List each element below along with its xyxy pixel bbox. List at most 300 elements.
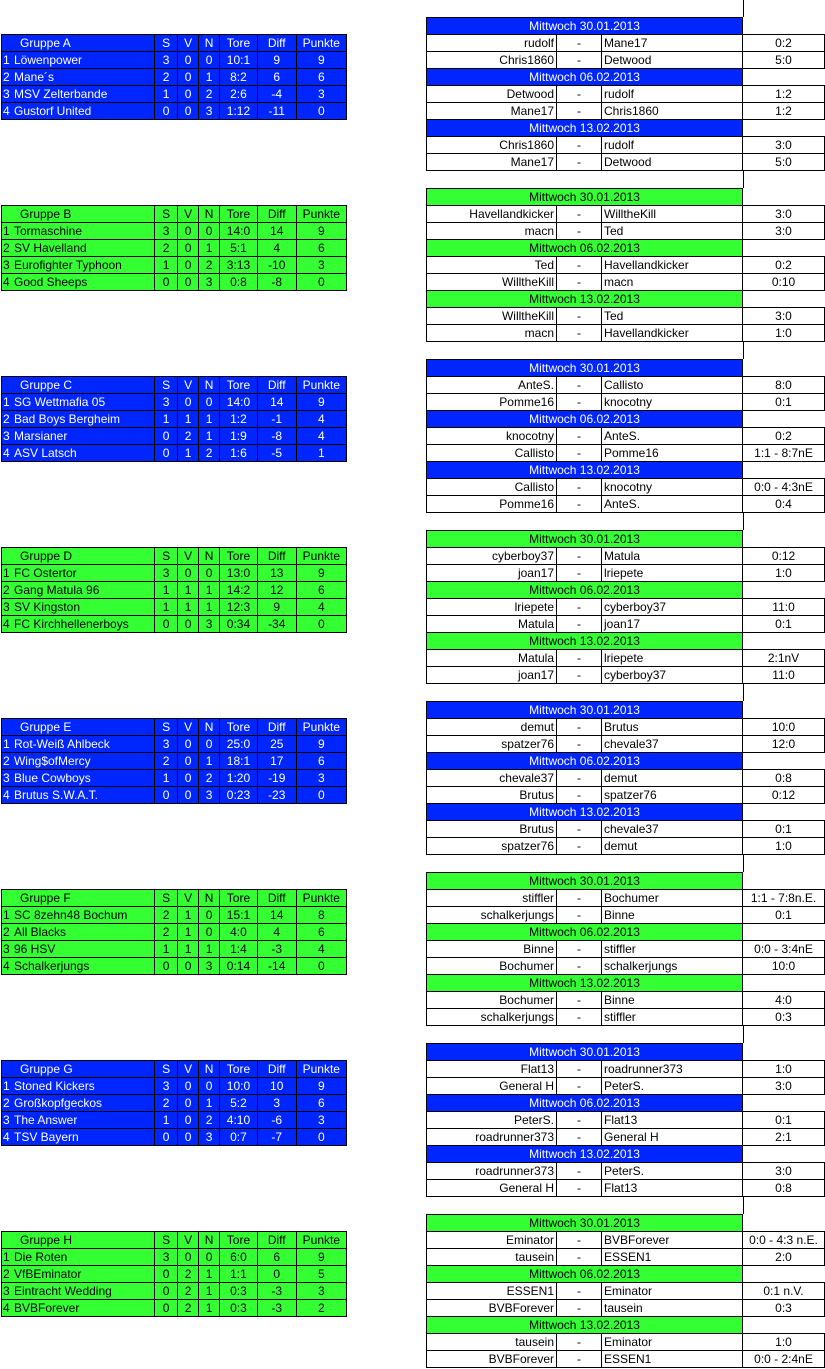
match-row — [427, 565, 825, 582]
stat-v: 1 — [178, 599, 199, 616]
matchday-row — [427, 120, 825, 137]
stat-v: 1 — [178, 445, 199, 462]
team-name: Brutus S.W.A.T. — [12, 787, 155, 804]
away-player: ESSEN1 — [602, 1351, 743, 1368]
column-header-v: V — [178, 719, 199, 736]
stat-s: 0 — [155, 1283, 178, 1300]
stat-diff: -1 — [257, 411, 296, 428]
group-name: Gruppe B — [2, 206, 155, 223]
standings-table — [1, 889, 347, 975]
stat-s: 0 — [155, 1300, 178, 1317]
match-result: 3:0 — [743, 137, 825, 154]
separator: - — [557, 496, 602, 513]
stat-punkte: 3 — [296, 1112, 346, 1129]
fixtures-table — [426, 872, 825, 1026]
stat-v: 1 — [178, 411, 199, 428]
away-player: WilltheKill — [602, 206, 743, 223]
group-name: Gruppe C — [2, 377, 155, 394]
match-result: 3:0 — [743, 206, 825, 223]
match-row — [427, 1180, 825, 1197]
home-player: Callisto — [427, 479, 557, 496]
stat-tore: 14:0 — [220, 223, 258, 240]
stat-diff: 10 — [257, 1078, 296, 1095]
match-row — [427, 736, 825, 753]
separator: - — [557, 35, 602, 52]
matchday-date: Mittwoch 13.02.2013 — [427, 462, 743, 479]
matchday-date: Mittwoch 06.02.2013 — [427, 1266, 743, 1283]
column-header-punkte: Punkte — [296, 719, 346, 736]
home-player: joan17 — [427, 565, 557, 582]
table-row — [2, 257, 347, 274]
table-row — [2, 428, 347, 445]
stat-punkte: 9 — [296, 736, 346, 753]
column-header-n: N — [199, 377, 220, 394]
fixtures-table — [426, 188, 825, 342]
away-player: Flat13 — [602, 1180, 743, 1197]
column-header-v: V — [178, 890, 199, 907]
match-result: 1:1 - 7:8n.E. — [743, 890, 825, 907]
table-row — [2, 770, 347, 787]
table-row — [2, 274, 347, 291]
stat-v: 0 — [178, 86, 199, 103]
team-name: SV Havelland — [12, 240, 155, 257]
stat-diff: 6 — [257, 69, 296, 86]
table-row — [2, 394, 347, 411]
team-name: Stoned Kickers — [12, 1078, 155, 1095]
stat-diff: 4 — [257, 924, 296, 941]
matchday-date: Mittwoch 30.01.2013 — [427, 1215, 743, 1232]
column-header-v: V — [178, 1232, 199, 1249]
away-player: rudolf — [602, 86, 743, 103]
matchday-date: Mittwoch 06.02.2013 — [427, 411, 743, 428]
match-result: 0:3 — [743, 1300, 825, 1317]
away-player: demut — [602, 838, 743, 855]
home-player: tausein — [427, 1334, 557, 1351]
separator: - — [557, 274, 602, 291]
match-row — [427, 377, 825, 394]
match-row — [427, 496, 825, 513]
column-header-punkte: Punkte — [296, 1232, 346, 1249]
connector-line — [743, 0, 744, 17]
separator: - — [557, 257, 602, 274]
stat-s: 0 — [155, 445, 178, 462]
match-result: 1:2 — [743, 86, 825, 103]
match-result: 11:0 — [743, 667, 825, 684]
match-row — [427, 257, 825, 274]
match-row — [427, 890, 825, 907]
separator: - — [557, 86, 602, 103]
home-player: BVBForever — [427, 1300, 557, 1317]
match-result: 1:0 — [743, 1061, 825, 1078]
away-player: spatzer76 — [602, 787, 743, 804]
blank-cell — [743, 1215, 825, 1232]
column-header-s: S — [155, 890, 178, 907]
stat-s: 3 — [155, 736, 178, 753]
matchday-date: Mittwoch 06.02.2013 — [427, 240, 743, 257]
home-player: Matula — [427, 650, 557, 667]
match-row — [427, 1351, 825, 1368]
home-player: Chris1860 — [427, 137, 557, 154]
stat-tore: 3:13 — [220, 257, 258, 274]
stat-tore: 2:6 — [220, 86, 258, 103]
separator: - — [557, 890, 602, 907]
separator: - — [557, 377, 602, 394]
stat-s: 2 — [155, 69, 178, 86]
team-name: Tormaschine — [12, 223, 155, 240]
matchday-row — [427, 753, 825, 770]
separator: - — [557, 599, 602, 616]
away-player: PeterS. — [602, 1078, 743, 1095]
home-player: cyberboy37 — [427, 548, 557, 565]
table-row — [2, 753, 347, 770]
matchday-date: Mittwoch 06.02.2013 — [427, 753, 743, 770]
column-header-diff: Diff — [257, 1232, 296, 1249]
away-player: lriepete — [602, 565, 743, 582]
separator: - — [557, 736, 602, 753]
separator: - — [557, 616, 602, 633]
matchday-row — [427, 924, 825, 941]
away-player: PeterS. — [602, 1163, 743, 1180]
stat-tore: 1:4 — [220, 941, 258, 958]
stat-n: 0 — [199, 907, 220, 924]
team-name: The Answer — [12, 1112, 155, 1129]
away-player: General H — [602, 1129, 743, 1146]
match-row — [427, 667, 825, 684]
away-player: AnteS. — [602, 496, 743, 513]
stat-punkte: 6 — [296, 924, 346, 941]
matchday-row — [427, 975, 825, 992]
column-header-n: N — [199, 890, 220, 907]
stat-tore: 14:2 — [220, 582, 258, 599]
home-player: Brutus — [427, 821, 557, 838]
matchday-row — [427, 411, 825, 428]
table-row — [2, 616, 347, 633]
stat-punkte: 8 — [296, 907, 346, 924]
stat-tore: 10:1 — [220, 52, 258, 69]
column-header-v: V — [178, 548, 199, 565]
match-result: 0:8 — [743, 1180, 825, 1197]
blank-cell — [743, 1095, 825, 1112]
table-row — [2, 1129, 347, 1146]
match-result: 1:0 — [743, 565, 825, 582]
away-player: ESSEN1 — [602, 1249, 743, 1266]
away-player: Havellandkicker — [602, 257, 743, 274]
stat-punkte: 9 — [296, 565, 346, 582]
team-name: Gustorf United — [12, 103, 155, 120]
home-player: Chris1860 — [427, 52, 557, 69]
matchday-date: Mittwoch 06.02.2013 — [427, 1095, 743, 1112]
column-header-s: S — [155, 719, 178, 736]
column-header-punkte: Punkte — [296, 890, 346, 907]
match-row — [427, 1334, 825, 1351]
home-player: Ted — [427, 257, 557, 274]
match-result: 0:10 — [743, 274, 825, 291]
away-player: Ted — [602, 308, 743, 325]
match-result: 0:1 — [743, 394, 825, 411]
match-result: 0:8 — [743, 770, 825, 787]
column-header-punkte: Punkte — [296, 35, 346, 52]
table-row — [2, 1300, 347, 1317]
home-player: tausein — [427, 1249, 557, 1266]
column-header-v: V — [178, 1061, 199, 1078]
separator: - — [557, 1334, 602, 1351]
connector-line — [743, 684, 744, 701]
away-player: macn — [602, 274, 743, 291]
column-header-n: N — [199, 719, 220, 736]
match-result: 1:0 — [743, 838, 825, 855]
column-header-v: V — [178, 206, 199, 223]
match-result: 10:0 — [743, 958, 825, 975]
matchday-date: Mittwoch 30.01.2013 — [427, 873, 743, 890]
stat-punkte: 5 — [296, 1266, 346, 1283]
separator: - — [557, 719, 602, 736]
away-player: Ted — [602, 223, 743, 240]
table-row — [2, 599, 347, 616]
separator: - — [557, 1078, 602, 1095]
separator: - — [557, 1129, 602, 1146]
match-row — [427, 1129, 825, 1146]
match-result: 3:0 — [743, 308, 825, 325]
stat-n: 0 — [199, 565, 220, 582]
stat-punkte: 6 — [296, 240, 346, 257]
stat-tore: 0:8 — [220, 274, 258, 291]
stat-punkte: 4 — [296, 428, 346, 445]
stat-v: 0 — [178, 616, 199, 633]
away-player: Matula — [602, 548, 743, 565]
matchday-row — [427, 189, 825, 206]
stat-punkte: 3 — [296, 257, 346, 274]
home-player: Detwood — [427, 86, 557, 103]
match-row — [427, 428, 825, 445]
match-result: 11:0 — [743, 599, 825, 616]
stat-v: 0 — [178, 565, 199, 582]
rank: 4 — [2, 616, 12, 633]
home-player: AnteS. — [427, 377, 557, 394]
matchday-date: Mittwoch 06.02.2013 — [427, 924, 743, 941]
home-player: roadrunner373 — [427, 1163, 557, 1180]
rank: 2 — [2, 924, 12, 941]
stat-v: 0 — [178, 103, 199, 120]
stat-tore: 0:23 — [220, 787, 258, 804]
rank: 4 — [2, 445, 12, 462]
match-result: 1:0 — [743, 325, 825, 342]
away-player: demut — [602, 770, 743, 787]
stat-s: 0 — [155, 787, 178, 804]
stat-tore: 1:1 — [220, 1266, 258, 1283]
column-header-diff: Diff — [257, 377, 296, 394]
away-player: lriepete — [602, 650, 743, 667]
stat-n: 2 — [199, 1112, 220, 1129]
matchday-date: Mittwoch 13.02.2013 — [427, 291, 743, 308]
stat-v: 0 — [178, 1249, 199, 1266]
match-row — [427, 394, 825, 411]
separator: - — [557, 445, 602, 462]
blank-cell — [743, 69, 825, 86]
away-player: rudolf — [602, 137, 743, 154]
rank: 1 — [2, 394, 12, 411]
home-player: Callisto — [427, 445, 557, 462]
separator: - — [557, 206, 602, 223]
match-row — [427, 274, 825, 291]
stat-punkte: 0 — [296, 103, 346, 120]
rank: 3 — [2, 599, 12, 616]
away-player: Havellandkicker — [602, 325, 743, 342]
match-row — [427, 206, 825, 223]
separator: - — [557, 565, 602, 582]
team-name: Die Roten — [12, 1249, 155, 1266]
away-player: Binne — [602, 907, 743, 924]
stat-diff: 9 — [257, 52, 296, 69]
column-header-n: N — [199, 35, 220, 52]
stat-n: 3 — [199, 958, 220, 975]
stat-punkte: 6 — [296, 69, 346, 86]
stat-punkte: 3 — [296, 86, 346, 103]
team-name: Rot-Weiß Ahlbeck — [12, 736, 155, 753]
stat-punkte: 1 — [296, 445, 346, 462]
stat-v: 0 — [178, 257, 199, 274]
home-player: macn — [427, 223, 557, 240]
home-player: chevale37 — [427, 770, 557, 787]
stat-s: 0 — [155, 616, 178, 633]
stat-s: 0 — [155, 274, 178, 291]
table-row — [2, 736, 347, 753]
separator: - — [557, 1061, 602, 1078]
table-row — [2, 1112, 347, 1129]
matchday-row — [427, 1215, 825, 1232]
stat-diff: -4 — [257, 86, 296, 103]
separator: - — [557, 154, 602, 171]
stat-tore: 4:0 — [220, 924, 258, 941]
stat-punkte: 0 — [296, 616, 346, 633]
separator: - — [557, 1351, 602, 1368]
stat-tore: 1:9 — [220, 428, 258, 445]
matchday-row — [427, 1146, 825, 1163]
table-row — [2, 1266, 347, 1283]
match-row — [427, 154, 825, 171]
away-player: Chris1860 — [602, 103, 743, 120]
match-result: 12:0 — [743, 736, 825, 753]
stat-s: 3 — [155, 565, 178, 582]
stat-v: 2 — [178, 428, 199, 445]
column-header-v: V — [178, 377, 199, 394]
column-header-diff: Diff — [257, 206, 296, 223]
team-name: SV Kingston — [12, 599, 155, 616]
away-player: Detwood — [602, 154, 743, 171]
home-player: PeterS. — [427, 1112, 557, 1129]
connector-line — [743, 1026, 744, 1043]
matchday-row — [427, 462, 825, 479]
stat-s: 2 — [155, 907, 178, 924]
match-result: 0:2 — [743, 428, 825, 445]
home-player: spatzer76 — [427, 736, 557, 753]
column-header-tore: Tore — [220, 1232, 258, 1249]
table-row — [2, 907, 347, 924]
separator: - — [557, 667, 602, 684]
stat-diff: 4 — [257, 240, 296, 257]
matchday-date: Mittwoch 30.01.2013 — [427, 18, 743, 35]
stat-tore: 0:34 — [220, 616, 258, 633]
separator: - — [557, 1232, 602, 1249]
stat-n: 3 — [199, 787, 220, 804]
match-result: 0:2 — [743, 257, 825, 274]
column-header-s: S — [155, 548, 178, 565]
stat-punkte: 4 — [296, 941, 346, 958]
rank: 1 — [2, 565, 12, 582]
blank-cell — [743, 1266, 825, 1283]
standings-table — [1, 376, 347, 462]
separator: - — [557, 223, 602, 240]
stat-punkte: 9 — [296, 223, 346, 240]
stat-diff: -5 — [257, 445, 296, 462]
blank-cell — [743, 1044, 825, 1061]
home-player: General H — [427, 1078, 557, 1095]
stat-tore: 6:0 — [220, 1249, 258, 1266]
matchday-date: Mittwoch 13.02.2013 — [427, 633, 743, 650]
team-name: FC Kirchhellenerboys — [12, 616, 155, 633]
match-result: 0:1 — [743, 907, 825, 924]
team-name: FC Ostertor — [12, 565, 155, 582]
stat-diff: 17 — [257, 753, 296, 770]
home-player: Flat13 — [427, 1061, 557, 1078]
stat-diff: 14 — [257, 907, 296, 924]
fixtures-table — [426, 701, 825, 855]
table-row — [2, 52, 347, 69]
stat-n: 2 — [199, 257, 220, 274]
stat-s: 0 — [155, 428, 178, 445]
match-row — [427, 52, 825, 69]
match-row — [427, 958, 825, 975]
rank: 3 — [2, 257, 12, 274]
team-name: BVBForever — [12, 1300, 155, 1317]
stat-v: 0 — [178, 240, 199, 257]
match-result: 0:0 - 4:3nE — [743, 479, 825, 496]
stat-s: 3 — [155, 1249, 178, 1266]
match-row — [427, 1112, 825, 1129]
stat-diff: 6 — [257, 1249, 296, 1266]
stat-n: 1 — [199, 753, 220, 770]
home-player: rudolf — [427, 35, 557, 52]
away-player: Brutus — [602, 719, 743, 736]
stat-n: 0 — [199, 924, 220, 941]
matchday-row — [427, 18, 825, 35]
stat-s: 1 — [155, 599, 178, 616]
match-row — [427, 1078, 825, 1095]
team-name: Good Sheeps — [12, 274, 155, 291]
team-name: VfBEminator — [12, 1266, 155, 1283]
team-name: Schalkerjungs — [12, 958, 155, 975]
column-header-diff: Diff — [257, 890, 296, 907]
stat-n: 0 — [199, 223, 220, 240]
match-row — [427, 325, 825, 342]
rank: 2 — [2, 240, 12, 257]
blank-cell — [743, 633, 825, 650]
rank: 2 — [2, 753, 12, 770]
stat-s: 0 — [155, 958, 178, 975]
table-row — [2, 223, 347, 240]
home-player: Bochumer — [427, 992, 557, 1009]
column-header-diff: Diff — [257, 548, 296, 565]
separator: - — [557, 325, 602, 342]
stat-s: 1 — [155, 86, 178, 103]
stat-punkte: 4 — [296, 599, 346, 616]
column-header-s: S — [155, 206, 178, 223]
stat-v: 0 — [178, 787, 199, 804]
stat-v: 0 — [178, 1078, 199, 1095]
away-player: Pomme16 — [602, 445, 743, 462]
team-name: Eurofighter Typhoon — [12, 257, 155, 274]
stat-n: 1 — [199, 1300, 220, 1317]
match-row — [427, 1163, 825, 1180]
